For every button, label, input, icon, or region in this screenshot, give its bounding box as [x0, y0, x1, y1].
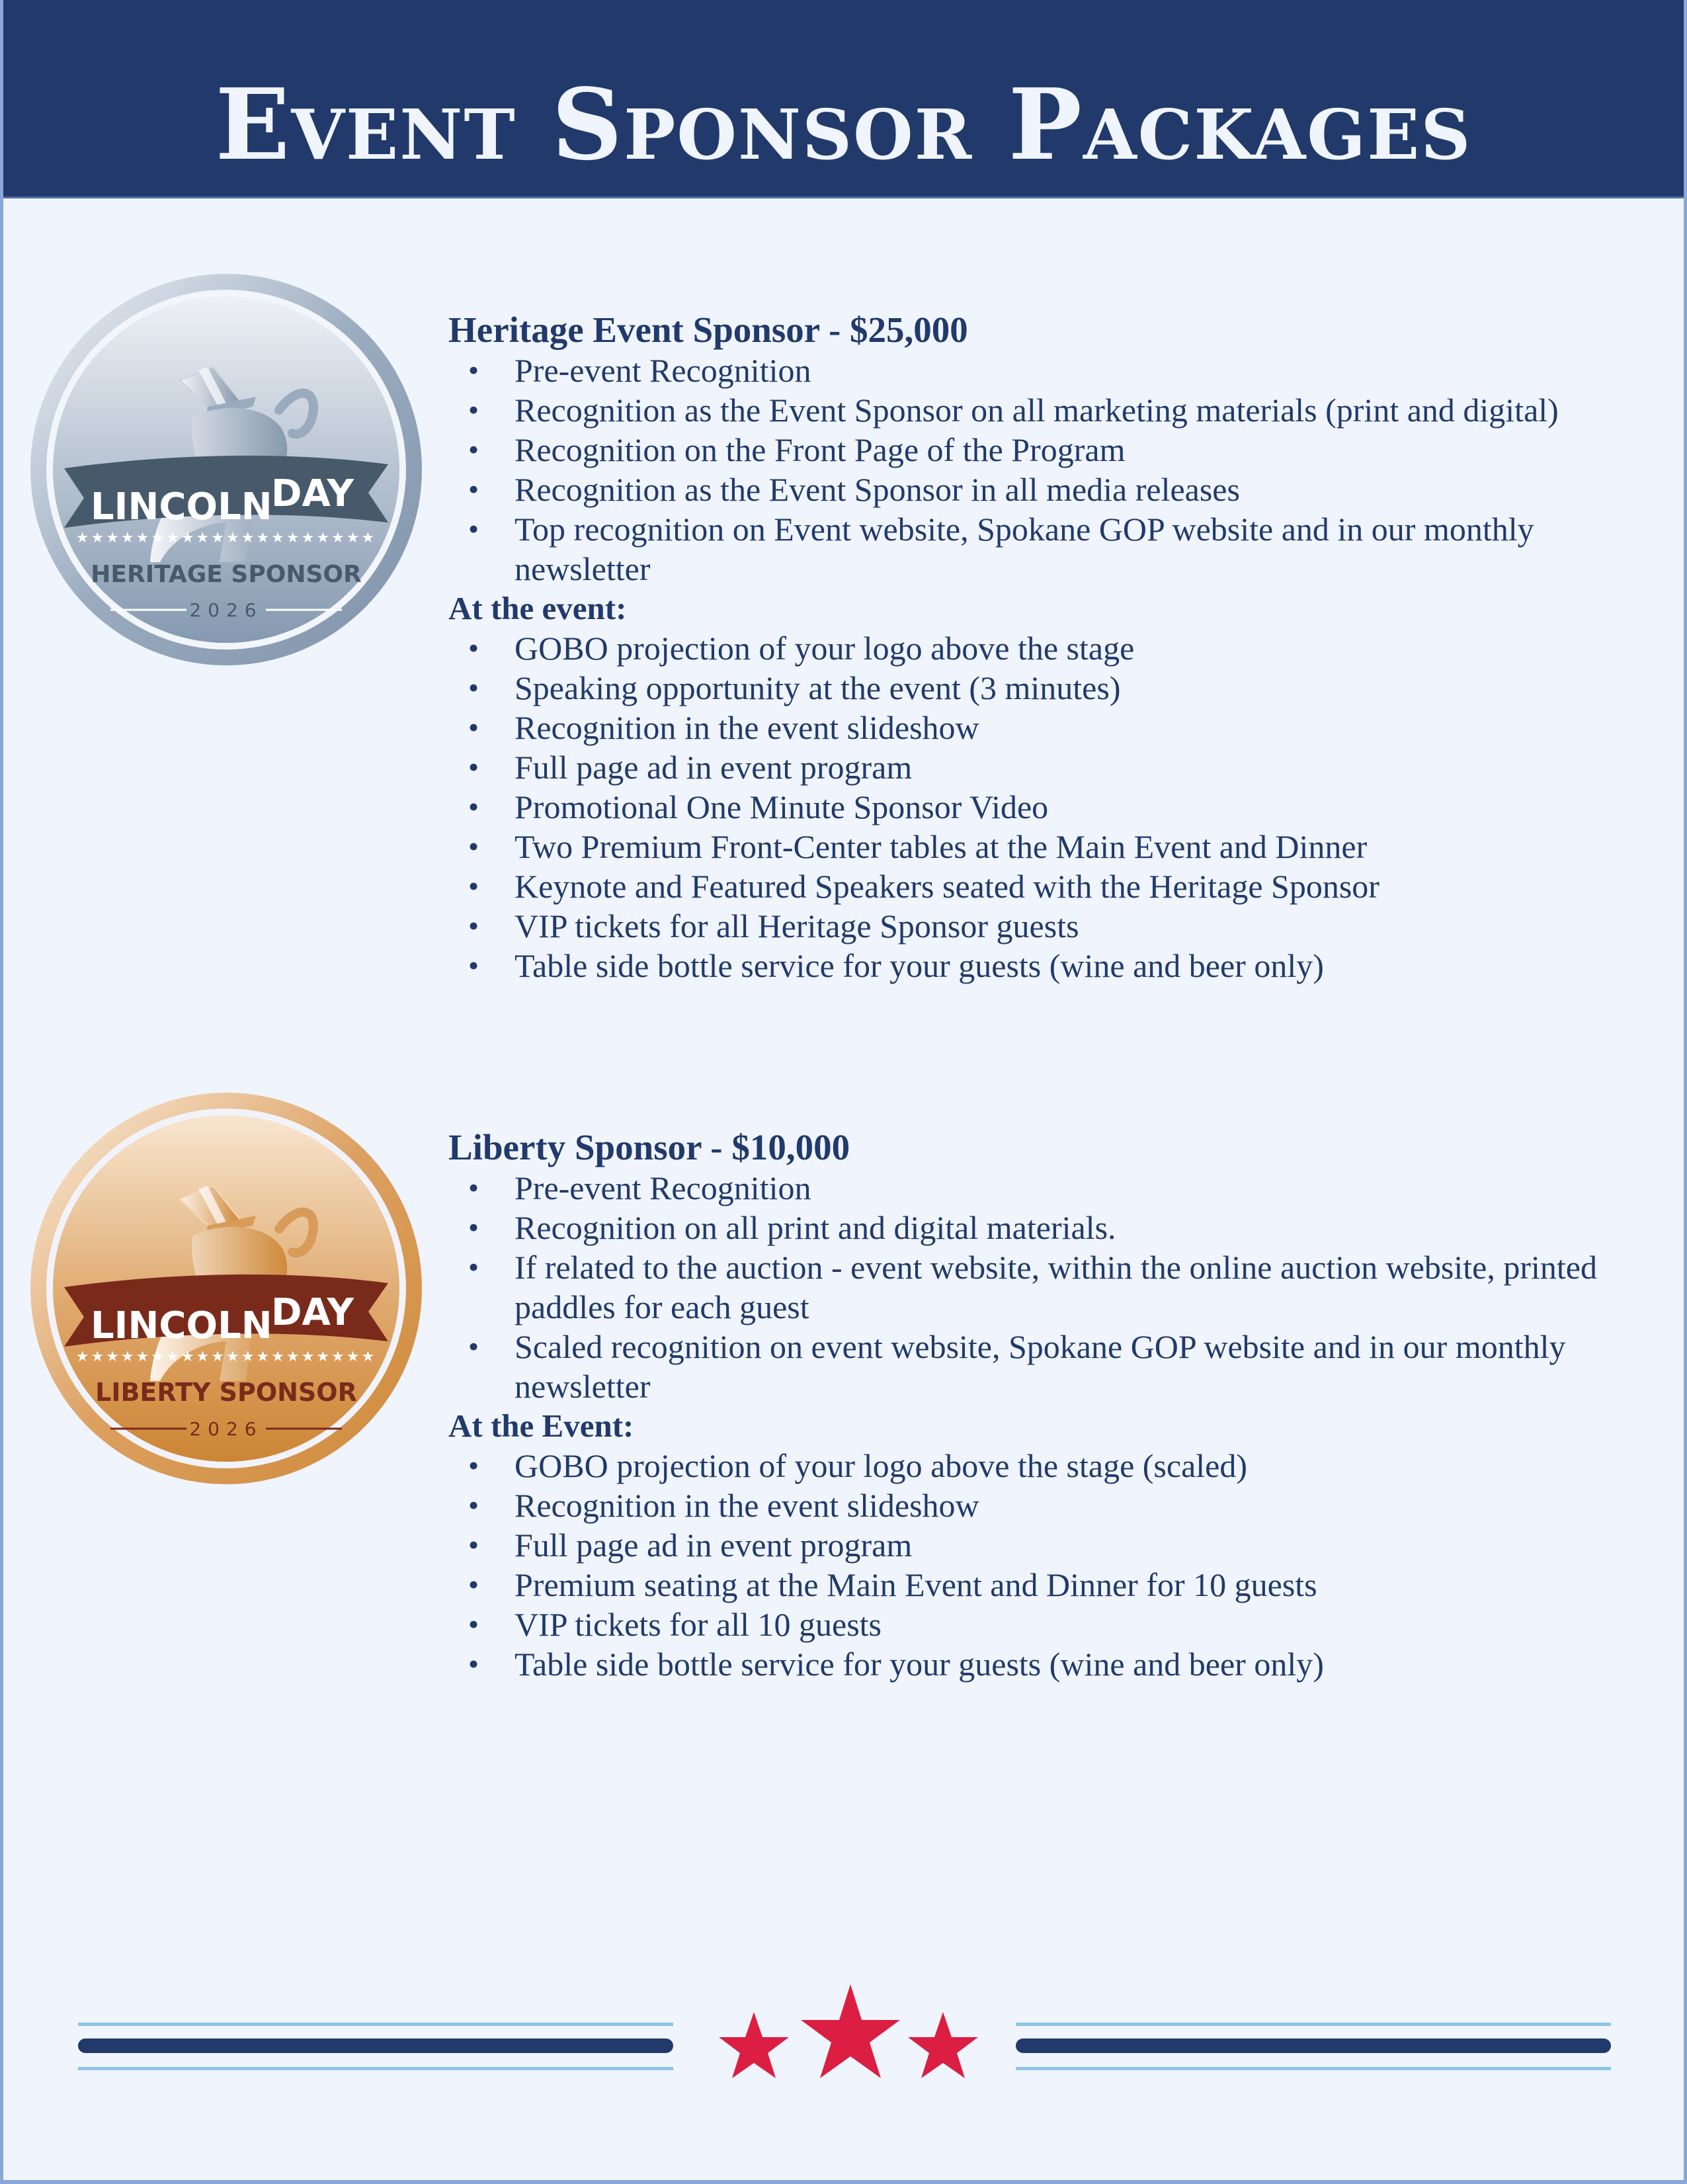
badge-logo-left: LINCOLN: [91, 485, 272, 528]
divider-line: [78, 2023, 673, 2026]
list-item: • Recognition as the Event Sponsor on all marketing materials (print and digital): [468, 392, 1559, 429]
svg-text:★★★★★★★★★★★★★★★★★★★★: ★★★★★★★★★★★★★★★★★★★★: [75, 530, 377, 546]
page-title: Event Sponsor Packages: [215, 67, 1472, 182]
list-item: • Speaking opportunity at the event (3 minutes): [468, 669, 1121, 706]
list-item: • VIP tickets for all 10 guests: [468, 1606, 882, 1643]
badge-logo-right: DAY: [271, 472, 354, 515]
divider-line: [78, 2038, 673, 2053]
list-item: • Table side bottle service for your guests (wine and beer only): [468, 1646, 1324, 1683]
star-icon: [908, 2012, 978, 2078]
list-item: • Scaled recognition on event website, Spokane GOP website and in our monthly newsletter: [468, 1328, 1566, 1405]
divider-line: [1016, 2023, 1611, 2026]
list-item: • Table side bottle service for your guests (wine and beer only): [468, 947, 1324, 984]
star-icon: [719, 2012, 789, 2078]
list-item: • If related to the auction - event website, within the online auction website, printed paddles for each guest: [468, 1249, 1597, 1325]
divider-line: [78, 2067, 673, 2070]
star-icon: [801, 1984, 900, 2078]
list-item: • Recognition in the event slideshow: [468, 709, 979, 746]
badge-logo-right: DAY: [271, 1291, 354, 1334]
list-item: • Recognition on the Front Page of the Program: [468, 431, 1126, 468]
footer-ornament: [0, 1984, 1687, 2090]
list-item: • Recognition as the Event Sponsor in all media releases: [468, 471, 1240, 508]
heritage-badge-graphic: [28, 271, 425, 668]
liberty-sponsor-badge: [28, 1090, 425, 1487]
divider-line: [1016, 2067, 1611, 2070]
list-item: • VIP tickets for all Heritage Sponsor guests: [468, 907, 1079, 945]
heritage-sponsor-badge: [28, 271, 425, 668]
pre-event-list: [448, 351, 1652, 589]
at-event-heading: At the event:: [448, 590, 627, 626]
list-item: • GOBO projection of your logo above the stage: [468, 630, 1135, 667]
liberty-package: [448, 1127, 1652, 1684]
list-item: • Pre-event Recognition: [468, 1169, 811, 1206]
badge-logo-left: LINCOLN: [91, 1304, 272, 1347]
package-title: Liberty Sponsor - $10,000: [448, 1127, 850, 1167]
badge-year: 2026: [189, 1418, 263, 1440]
list-item: • Top recognition on Event website, Spokane GOP website and in our monthly newsletter: [468, 511, 1534, 587]
at-event-list: [448, 1446, 1652, 1684]
badge-year: 2026: [189, 599, 263, 621]
list-item: • Keynote and Featured Speakers seated with the Heritage Sponsor: [468, 868, 1379, 905]
list-item: • GOBO projection of your logo above the stage (scaled): [468, 1447, 1248, 1484]
list-item: • Two Premium Front-Center tables at the Main Event and Dinner: [468, 828, 1368, 865]
at-event-list: [448, 628, 1652, 986]
three-stars-icon: [694, 1971, 992, 2090]
liberty-badge-graphic: [28, 1090, 425, 1487]
list-item: • Premium seating at the Main Event and Dinner for 10 guests: [468, 1566, 1317, 1603]
list-item: • Recognition in the event slideshow: [468, 1487, 979, 1524]
pre-event-list: [448, 1168, 1652, 1406]
badge-tier-label: LIBERTY SPONSOR: [95, 1378, 357, 1407]
divider-line: [1016, 2038, 1611, 2053]
list-item: • Promotional One Minute Sponsor Video: [468, 788, 1049, 825]
heritage-package: [448, 310, 1652, 986]
list-item: • Full page ad in event program: [468, 749, 913, 786]
list-item: • Recognition on all print and digital materials.: [468, 1209, 1116, 1246]
list-item: • Full page ad in event program: [468, 1527, 913, 1564]
badge-tier-label: HERITAGE SPONSOR: [91, 561, 362, 588]
at-event-heading: At the Event:: [448, 1407, 634, 1444]
list-item: • Pre-event Recognition: [468, 352, 811, 389]
svg-text:★★★★★★★★★★★★★★★★★★★★: ★★★★★★★★★★★★★★★★★★★★: [75, 1349, 377, 1365]
package-title: Heritage Event Sponsor - $25,000: [448, 310, 968, 350]
